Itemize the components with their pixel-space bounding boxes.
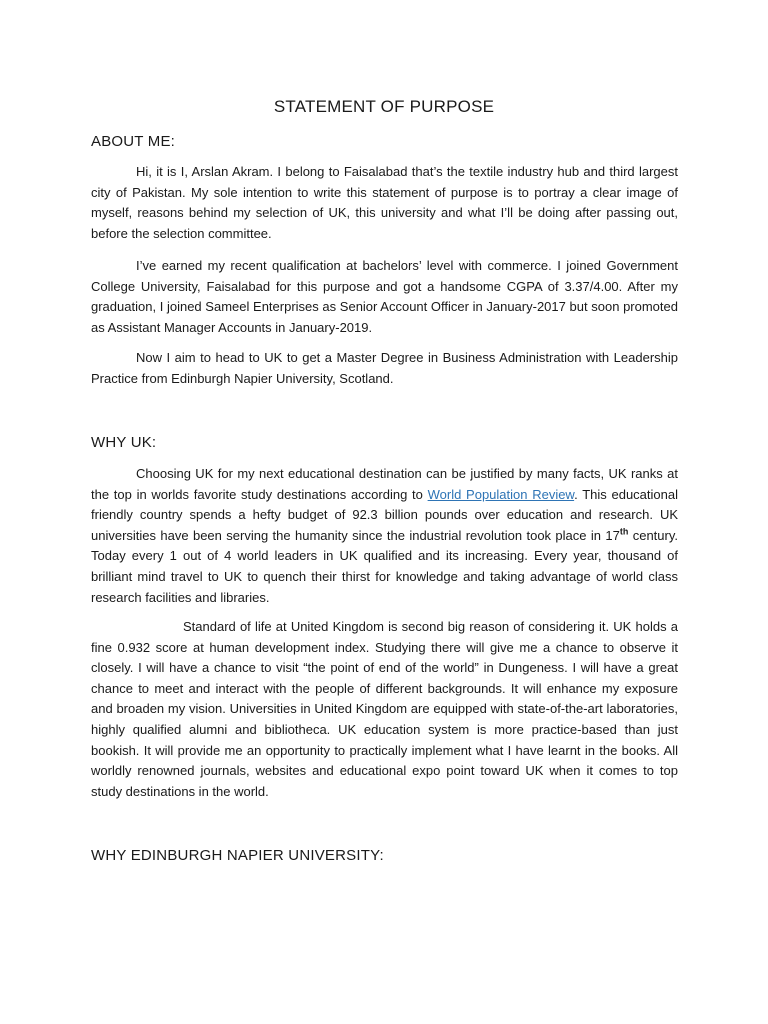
why-uk-paragraph-1-text-b: . This educational friendly country spends a hefty budget of 92.3 billion pounds over education and research. UK universities have been serving the humanity since the industrial revolution took place in 17 bbox=[91, 486, 678, 543]
why-uk-paragraph-1 bbox=[91, 464, 678, 608]
about-paragraph-2 bbox=[91, 256, 678, 338]
why-uk-paragraph-1-text-c: century. Today every 1 out of 4 world leaders in UK qualified and its increasing. Every year, thousand of brilliant mind travel to UK to quench their thirst for knowledge and taking advantage of world class research facilities and libraries. bbox=[91, 527, 679, 605]
world-population-review-link[interactable]: World Population Review bbox=[427, 486, 575, 502]
about-paragraph-2-text: I’ve earned my recent qualification at bachelors’ level with commerce. I joined Government College University, Faisalabad for this purpose and got a handsome CGPA of 3.37/4.00. After my graduation, I joined Sameel Enterprises as Senior Account Officer in January-2017 but soon promoted as Assistant Manager Accounts in January-2019. bbox=[91, 258, 678, 335]
about-me-heading: ABOUT ME: bbox=[91, 133, 176, 150]
about-paragraph-3-text: Now I aim to head to UK to get a Master Degree in Business Administration with Leadership Practice from Edinburgh Napier University, Scotland. bbox=[91, 350, 678, 386]
why-uk-heading: WHY UK: bbox=[91, 434, 157, 451]
why-napier-heading: WHY EDINBURGH NAPIER UNIVERSITY: bbox=[91, 847, 384, 864]
why-uk-paragraph-1-text-a: Choosing UK for my next educational destination can be justified by many facts, UK ranks at the top in worlds favorite study destinations according to bbox=[91, 466, 678, 502]
about-paragraph-1-text: Hi, it is I, Arslan Akram. I belong to Faisalabad that’s the textile industry hub and third largest city of Pakistan. My sole intention to write this statement of purpose is to portray a clear image of myself, reasons behind my selection of UK, this university and what I’ll be doing after passing out, before the selection committee. bbox=[91, 164, 678, 241]
document-title: STATEMENT OF PURPOSE bbox=[273, 97, 495, 116]
about-paragraph-3 bbox=[91, 348, 678, 389]
ordinal-superscript: th bbox=[619, 526, 629, 537]
why-uk-paragraph-2 bbox=[91, 617, 678, 802]
why-uk-paragraph-2-text: Standard of life at United Kingdom is second big reason of considering it. UK holds a fine 0.932 score at human development index. Studying there will give me a chance to observe it closely. I will have a chance to visit “the point of end of the world” in Dungeness. I will have a great chance to meet and interact with the people of different backgrounds. It will enhance my exposure and broaden my vision. Universities in United Kingdom are equipped with state-of-the-art laboratories, highly qualified alumni and bibliotheca. UK education system is more practice-based than just bookish. It will provide me an opportunity to practically implement what I have learnt in the books. All worldly renowned journals, websites and educational expo point toward UK when it comes to top study destinations in the world. bbox=[91, 619, 678, 799]
about-paragraph-1 bbox=[91, 162, 678, 244]
